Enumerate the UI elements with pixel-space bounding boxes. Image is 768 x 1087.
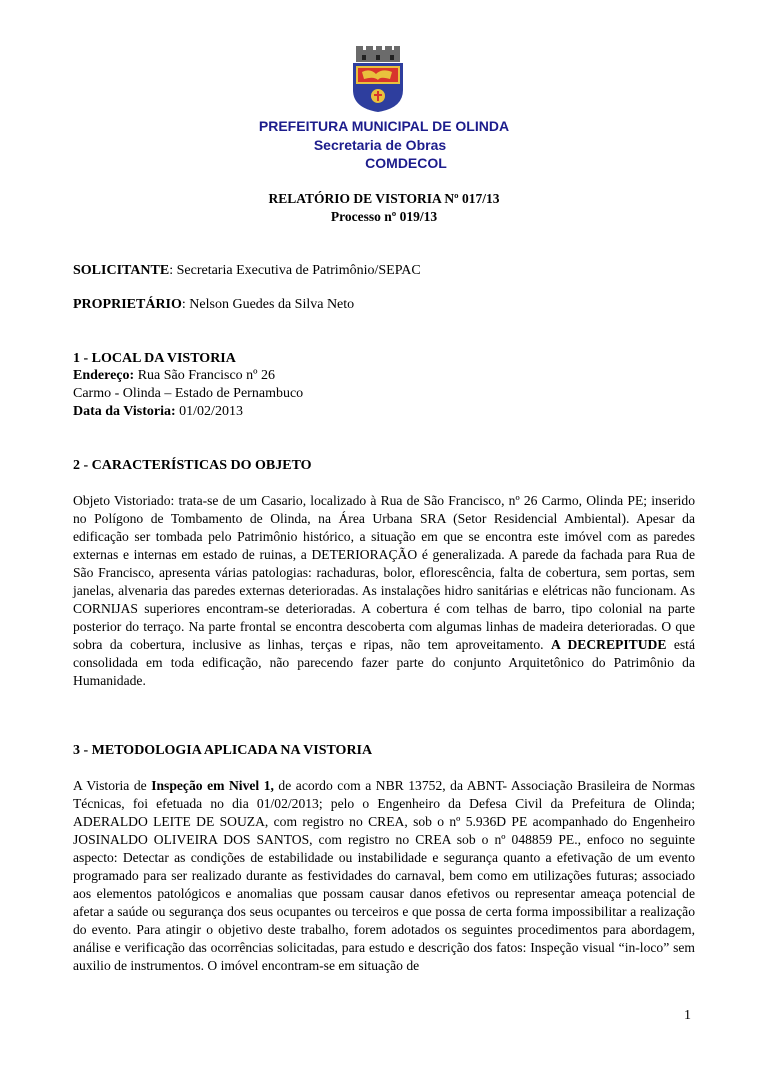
date-line: [73, 404, 243, 420]
olinda-coat-of-arms-icon: [350, 46, 406, 112]
section2-heading: 2 - CARACTERÍSTICAS DO OBJETO: [73, 458, 312, 473]
date-label: Data da Vistoria:: [73, 404, 176, 419]
city-line: Carmo - Olinda – Estado de Pernambuco: [73, 386, 304, 401]
date-value: 01/02/2013: [175, 404, 243, 419]
section2-paragraph: [73, 492, 695, 690]
proprietario-line: [73, 297, 354, 313]
address-value: Rua São Francisco nº 26: [134, 368, 276, 383]
solicitante-label: SOLICITANTE: [73, 263, 170, 278]
section2-bold: A DECREPITUDE: [550, 637, 667, 652]
unit-name: COMDECOL: [365, 155, 447, 171]
section1-heading: 1 - LOCAL DA VISTORIA: [73, 351, 236, 366]
address-label: Endereço:: [73, 368, 135, 383]
proprietario-value: : Nelson Guedes da Silva Neto: [181, 297, 355, 312]
solicitante-line: [73, 263, 421, 279]
department-name: Secretaria de Obras: [313, 137, 447, 153]
page-number: 1: [684, 1008, 691, 1023]
organization-name: PREFEITURA MUNICIPAL DE OLINDA: [258, 118, 510, 134]
report-title: RELATÓRIO DE VISTORIA Nº 017/13: [268, 191, 500, 206]
section2-text: Objeto Vistoriado: trata-se de um Casario, localizado à Rua de São Francisco, nº 26 Carmo, Olinda PE; inserido no Polígono de Tombamento de Olinda, na Área Urbana SRA (Setor Residencial Ambiental). Apesar da edificação ser tombada pelo Patrimônio histórico, a situação em que se encontra este imóvel com as paredes externas e internas em estado de ruinas, a DETERIORAÇÃO é generalizada. A parede da fachada para Rua de São Francisco, apresenta várias patologias: rachaduras, bolor, eflorescência, falta de cobertura, sem portas, sem janelas, alvenaria das paredes externas deterioradas. As instalações hidro sanitárias e elétricas não funcionam. As CORNIJAS superiores encontram-se deterioradas. A cobertura é com telhas de barro, tipo colonial na parte posterior do terraço. Na parte frontal se encontra descoberta com algumas linhas de madeira deterioradas. O que sobra da cobertura, inclusive as linhas, terças e ripas, não tem aproveitamento.: [73, 493, 695, 652]
process-number: Processo nº 019/13: [330, 209, 438, 224]
section3-heading: 3 - METODOLOGIA APLICADA NA VISTORIA: [73, 743, 373, 758]
section3-text-start: A Vistoria de: [73, 778, 152, 793]
section3-text: de acordo com a NBR 13752, da ABNT- Associação Brasileira de Normas Técnicas, foi efetuada no dia 01/02/2013; pelo o Engenheiro da Defesa Civil da Prefeitura de Olinda; ADERALDO LEITE DE SOUZA, com registro no CREA, sob o nº 5.936D PE acompanhado do Engenheiro JOSINALDO OLIVEIRA DOS SANTOS, com registro no CREA sob o nº 048859 PE., enfoco no seguinte aspecto: Detectar as condições de estabilidade ou instabilidade e segurança quanto a efetivação de um evento programado para ser realizado durante as festividades do carnaval, bem como em utilizações futuras; associado aos elementos patológicos e anomalias que possam causar danos efetivos ou representar ameaça potencial de afetar a saúde ou segurança dos seus ocupantes ou terceiros e que possa de certa forma impossibilitar a realização do evento. Para atingir o objetivo deste trabalho, forem adotados os seguintes procedimentos para abordagem, análise e verificação das ocorrências solicitadas, para estudo e descrição dos fatos: Inspeção visual “in-loco” sem auxilio de instrumentos. O imóvel encontram-se em situação de: [73, 778, 696, 973]
section3-bold: Inspeção em Nivel 1,: [151, 778, 274, 793]
solicitante-value: : Secretaria Executiva de Patrimônio/SEPAC: [169, 263, 421, 278]
section3-paragraph: [73, 777, 695, 975]
section2-text-end: está consolidada em toda edificação, não parecendo fazer parte do conjunto Arquitetônico do Patrimônio da Humanidade.: [73, 637, 695, 688]
address-line: [73, 368, 275, 384]
proprietario-label: PROPRIETÁRIO: [73, 297, 182, 312]
